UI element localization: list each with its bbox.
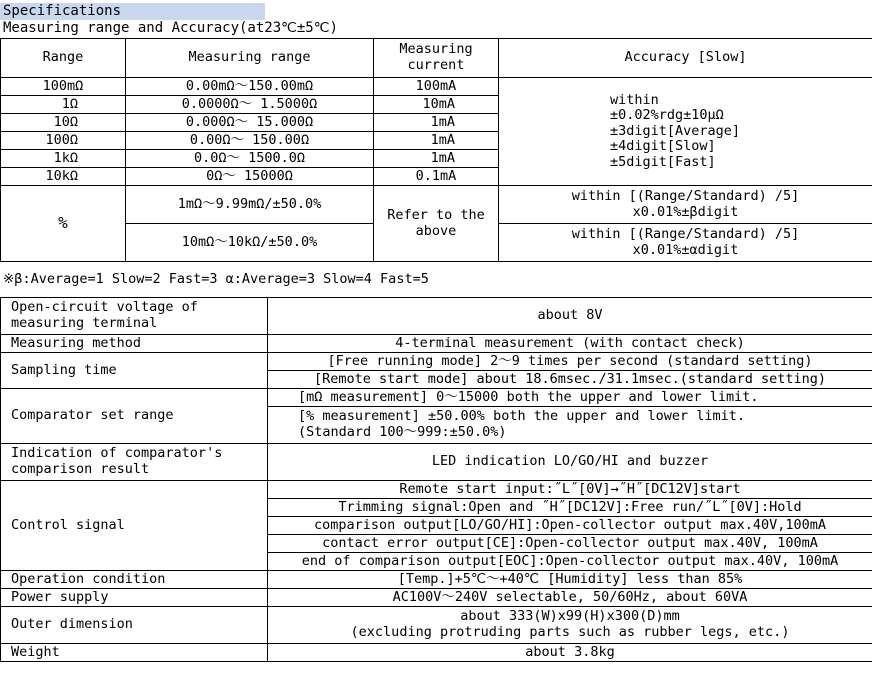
spec-label: Weight xyxy=(1,644,268,662)
spec-value: [Temp.]+5℃～+40℃ [Humidity] less than 85% xyxy=(268,571,872,589)
percent-current-line2: above xyxy=(415,222,457,239)
percent-accuracy-1 xyxy=(499,186,872,224)
table-header-row xyxy=(1,39,872,78)
percent-current-cell xyxy=(374,186,499,262)
spec-label xyxy=(1,298,268,335)
footnote: ※β:Average=1 Slow=2 Fast=3 α:Average=3 Slow=4 Fast=5 xyxy=(3,271,429,287)
current-cell: 1mA xyxy=(374,150,499,168)
spec-value: contact error output[CE]:Open-collector output max.40V, 100mA xyxy=(268,535,872,553)
header-measuring-current xyxy=(374,39,499,78)
spec-value xyxy=(268,607,872,644)
range-cell: 10Ω xyxy=(1,114,126,132)
table-row xyxy=(1,186,872,224)
header-current-line2: current xyxy=(407,57,465,73)
measuring-range-cell: 0.00Ω～ 150.00Ω xyxy=(126,132,374,150)
header-measuring-range: Measuring range xyxy=(126,39,374,78)
range-cell: 1kΩ xyxy=(1,150,126,168)
range-accuracy-table xyxy=(0,38,872,262)
current-cell: 1mA xyxy=(374,132,499,150)
percent-range-cell: % xyxy=(1,186,126,262)
spec-value: end of comparison output[EOC]:Open-collector output max.40V, 100mA xyxy=(268,553,872,571)
percent-accuracy-2-line1: within [(Range/Standard) /5] xyxy=(571,225,800,242)
spec-row-comparator xyxy=(1,389,872,407)
percent-current-line1: Refer to the xyxy=(387,206,485,223)
spec-value: [mΩ measurement] 0～15000 both the upper and lower limit. xyxy=(268,389,872,407)
range-cell: 100Ω xyxy=(1,132,126,150)
current-cell: 10mA xyxy=(374,96,499,114)
spec-row-control xyxy=(1,481,872,499)
spec-value: comparison output[LO/GO/HI]:Open-collector output max.40V,100mA xyxy=(268,517,872,535)
spec-value-line1: [% measurement] ±50.00% both the upper and lower limit. xyxy=(298,408,746,425)
percent-accuracy-2-line2: x0.01%±αdigit xyxy=(632,241,739,258)
current-cell: 1mA xyxy=(374,114,499,132)
percent-measuring-range-2: 10mΩ～10kΩ/±50.0% xyxy=(126,224,374,262)
spec-value xyxy=(268,407,872,444)
measuring-range-cell: 0Ω～ 15000Ω xyxy=(126,168,374,186)
section-title: Specifications xyxy=(0,3,265,20)
spec-label: Comparator set range xyxy=(1,389,268,444)
accuracy-line: ±3digit[Average] xyxy=(610,122,741,139)
spec-value: [Free running mode] 2～9 times per second (standard setting) xyxy=(268,353,872,371)
spec-value-line1: about 333(W)x99(H)x300(D)mm xyxy=(460,608,680,625)
current-cell: 0.1mA xyxy=(374,168,499,186)
section-subtitle: Measuring range and Accuracy(at23℃±5℃) xyxy=(3,20,338,36)
accuracy-line: ±5digit[Fast] xyxy=(610,153,716,170)
spec-label: Control signal xyxy=(1,481,268,571)
accuracy-line: within xyxy=(610,91,659,108)
accuracy-block xyxy=(502,93,869,171)
spec-row-outer xyxy=(1,607,872,644)
spec-label-line1: Open-circuit voltage of xyxy=(11,299,198,316)
measuring-range-cell: 0.0Ω～ 1500.0Ω xyxy=(126,150,374,168)
header-accuracy: Accuracy [Slow] xyxy=(499,39,872,78)
range-cell: 1Ω xyxy=(1,96,126,114)
spec-value-line2: (Standard 100～999:±50.0%) xyxy=(298,424,507,440)
percent-accuracy-1-line1: within [(Range/Standard) /5] xyxy=(571,187,800,204)
spec-value: 4-terminal measurement (with contact check) xyxy=(268,335,872,353)
range-cell: 10kΩ xyxy=(1,168,126,186)
spec-value: about 8V xyxy=(268,298,872,335)
spec-value: [Remote start mode] about 18.6msec./31.1msec.(standard setting) xyxy=(268,371,872,389)
spec-value-line2: (excluding protruding parts such as rubber legs, etc.) xyxy=(350,624,790,640)
spec-value: AC100V～240V selectable, 50/60Hz, about 60VA xyxy=(268,589,872,607)
percent-measuring-range-1: 1mΩ～9.99mΩ/±50.0% xyxy=(126,186,374,224)
range-cell: 100mΩ xyxy=(1,78,126,96)
spec-label: Sampling time xyxy=(1,353,268,389)
table-row xyxy=(1,78,872,96)
spec-value: Trimming signal:Open and ˝H˝[DC12V]:Free run/˝L˝[0V]:Hold xyxy=(268,499,872,517)
spec-label: Outer dimension xyxy=(1,607,268,644)
spec-row-operation xyxy=(1,571,872,589)
measuring-range-cell: 0.0000Ω～ 1.5000Ω xyxy=(126,96,374,114)
percent-accuracy-1-line2: x0.01%±βdigit xyxy=(632,203,739,220)
header-current-line1: Measuring xyxy=(399,41,473,58)
spec-label: Operation condition xyxy=(1,571,268,589)
spec-label-line2: comparison result xyxy=(11,461,150,477)
accuracy-line: ±4digit[Slow] xyxy=(610,138,716,155)
header-range: Range xyxy=(1,39,126,78)
spec-label-line1: Indication of comparator's xyxy=(11,445,223,462)
percent-accuracy-2 xyxy=(499,224,872,262)
spec-label-line2: measuring terminal xyxy=(11,315,158,331)
spec-value: Remote start input:˝L˝[0V]→˝H˝[DC12V]start xyxy=(268,481,872,499)
spec-row-open-circuit xyxy=(1,298,872,335)
measuring-range-cell: 0.00mΩ～150.00mΩ xyxy=(126,78,374,96)
accuracy-line: ±0.02%rdg±10μΩ xyxy=(610,107,724,124)
spec-row-weight xyxy=(1,644,872,662)
spec-table xyxy=(0,297,872,662)
spec-row-power xyxy=(1,589,872,607)
spec-row-sampling xyxy=(1,353,872,371)
spec-label: Measuring method xyxy=(1,335,268,353)
spec-row-indication xyxy=(1,444,872,481)
spec-label: Power supply xyxy=(1,589,268,607)
spec-row-method xyxy=(1,335,872,353)
current-cell: 100mA xyxy=(374,78,499,96)
accuracy-cell xyxy=(499,78,872,186)
spec-value: LED indication LO/GO/HI and buzzer xyxy=(268,444,872,481)
measuring-range-cell: 0.000Ω～ 15.000Ω xyxy=(126,114,374,132)
spec-value: about 3.8kg xyxy=(268,644,872,662)
spec-label xyxy=(1,444,268,481)
